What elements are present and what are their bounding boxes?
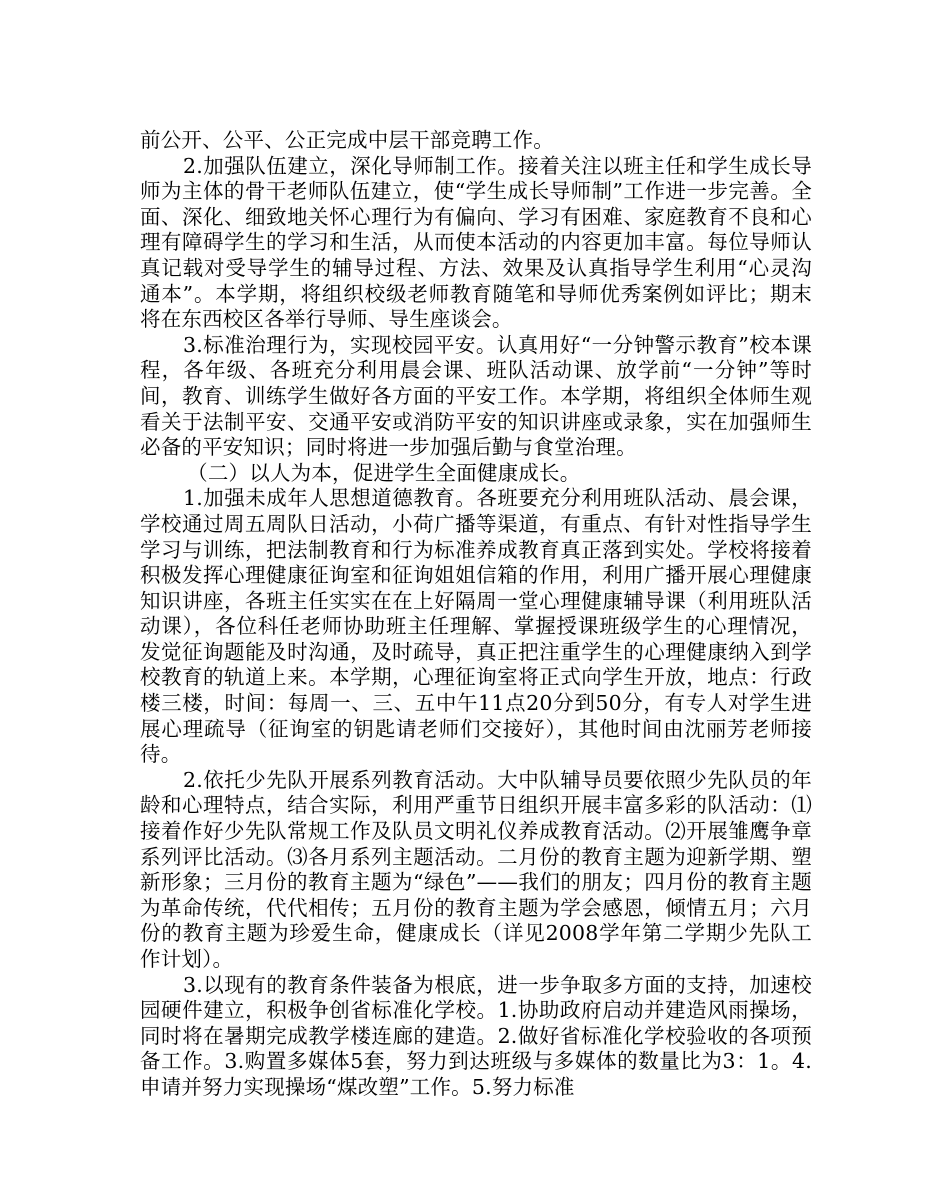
- paragraph-continuation: 前公开、公平、公正完成中层干部竞聘工作。: [140, 128, 554, 152]
- paragraph-young-pioneers: 2.依托少先队开展系列教育活动。大中队辅导员要依照少先队员的年龄和心理特点，结合实际，利用严重节日组织开展丰富多彩的队活动：⑴接着作好少先队常规工作及队员文明礼仪养成教育活动。⑵开展雏鹰争章系列评比活动。⑶各月系列主题活动。二月份的教育主题为迎新学期、塑新形象；三月份的教育主题为“绿色”——我们的朋友；四月份的教育主题为革命传统，代代相传；五月份的教育主题为学会感恩，倾情五月；六月份的教育主题为珍爱生命，健康成长（详见2008学年第二学期少先队工作计划）。: [140, 767, 812, 971]
- document-page: [140, 128, 812, 1101]
- paragraph-school-facilities: 3.以现有的教育条件装备为根底，进一步争取多方面的支持，加速校园硬件建立，积极争创省标准化学校。1.协助政府启动并建造风雨操场，同时将在暑期完成教学楼连廊的建造。2.做好省标准化学校验收的各项预备工作。3.购置多媒体5套，努力到达班级与多媒体的数量比为3：1。4.申请并努力实现操场“煤改塑”工作。5.努力标准: [140, 972, 812, 1099]
- paragraph-campus-safety: 3.标准治理行为，实现校园平安。认真用好“一分钟警示教育”校本课程，各年级、各班充分利用晨会课、班队活动课、放学前“一分钟”等时间，教育、训练学生做好各方面的平安工作。本学期，将组织全体师生观看关于法制平安、交通平安或消防平安的知识讲座或录象，实在加强师生必备的平安知识；同时将进一步加强后勤与食堂治理。: [140, 332, 812, 460]
- section-heading-student-growth: （二）以人为本，促进学生全面健康成长。: [187, 460, 581, 485]
- paragraph-mentor-system: 2.加强队伍建立，深化导师制工作。接着关注以班主任和学生成长导师为主体的骨干老师队伍建立，使“学生成长导师制”工作进一步完善。全面、深化、细致地关怀心理行为有偏向、学习有困难、家庭教育不良和心理有障碍学生的学习和生活，从而使本活动的内容更加丰富。每位导师认真记载对受导学生的辅导过程、方法、效果及认真指导学生利用“心灵沟通本”。本学期，将组织校级老师教育随笔和导师优秀案例如评比；期末将在东西校区各举行导师、导生座谈会。: [140, 153, 812, 332]
- paragraph-moral-education: 1.加强未成年人思想道德教育。各班要充分利用班队活动、晨会课，学校通过周五周队日活动，小荷广播等渠道，有重点、有针对性指导学生学习与训练，把法制教育和行为标准养成教育真正落到实处。学校将接着积极发挥心理健康征询室和征询姐姐信箱的作用，利用广播开展心理健康知识讲座，各班主任实实在在上好隔周一堂心理健康辅导课（利用班队活动课），各位科任老师协助班主任理解、掌握授课班级学生的心理情况，发觉征询题能及时沟通，及时疏导，真正把注重学生的心理健康纳入到学校教育的轨道上来。本学期，心理征询室将正式向学生开放，地点：行政楼三楼，时间：每周一、三、五中午11点20分到50分，有专人对学生进展心理疏导（征询室的钥匙请老师们交接好），其他时间由沈丽芳老师接待。: [140, 486, 812, 767]
